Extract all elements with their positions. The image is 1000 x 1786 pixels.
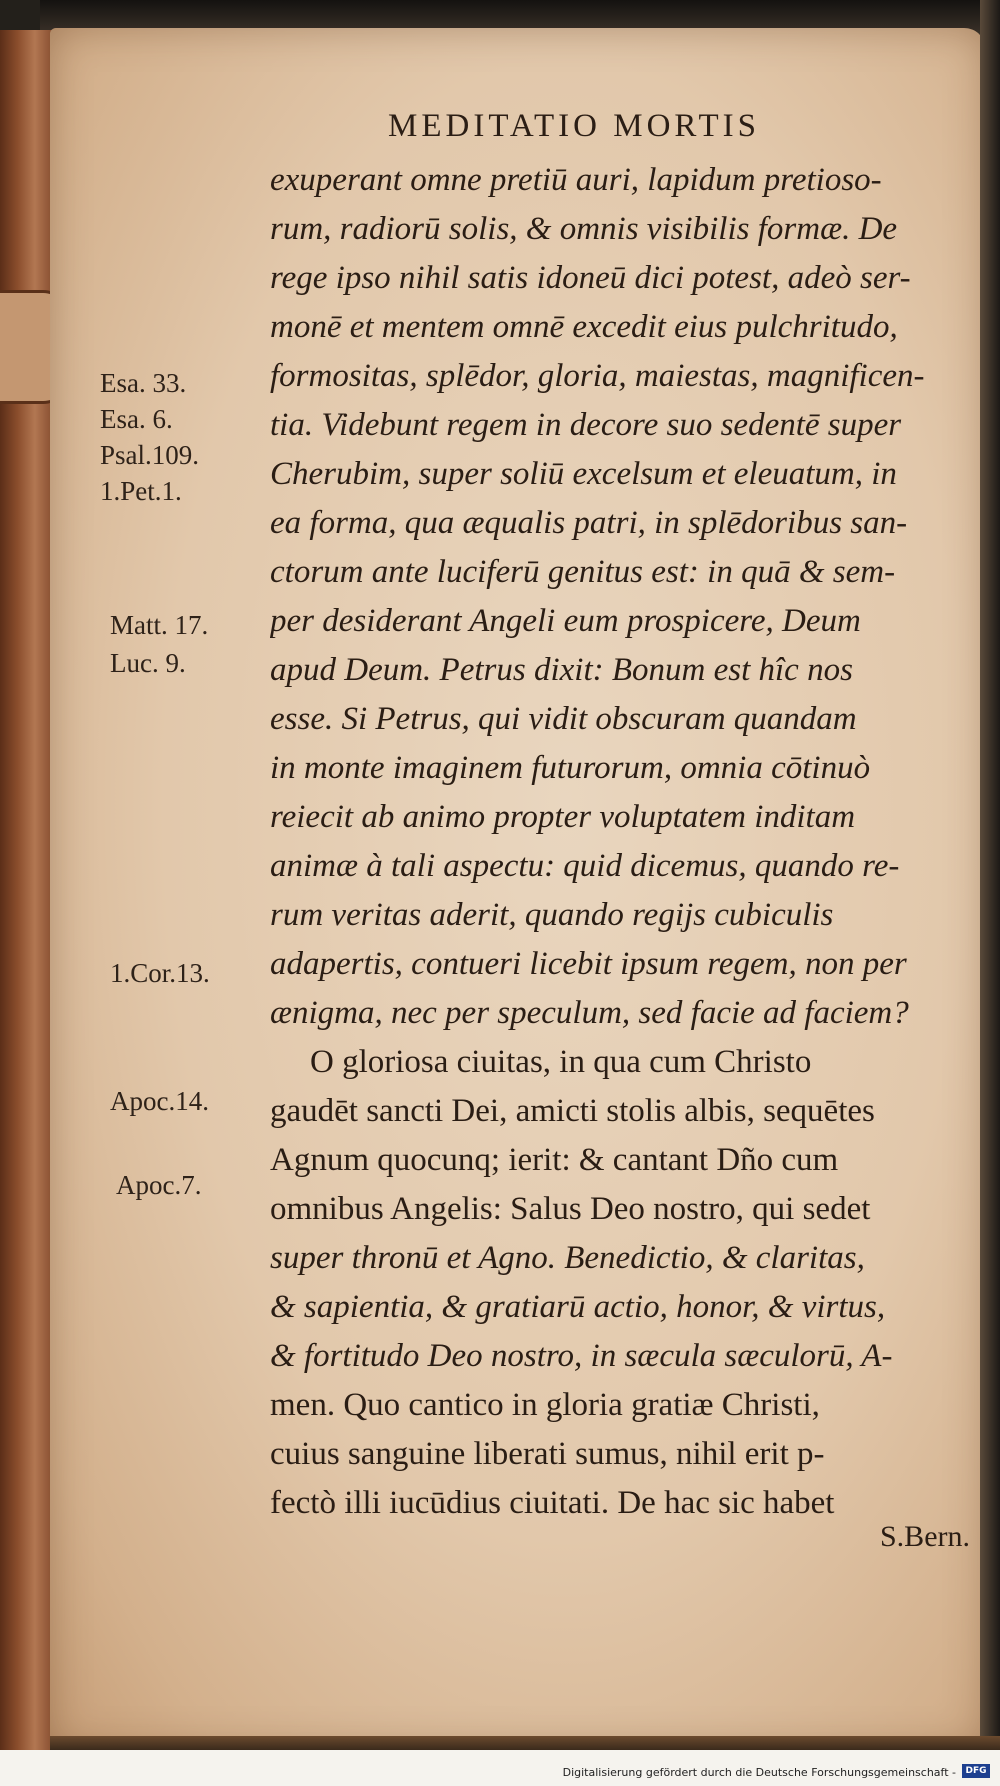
- body-line: omnibus Angelis: Salus Deo nostro, qui sedet: [270, 1191, 871, 1227]
- body-line: rum veritas aderit, quando regijs cubiculis: [270, 897, 834, 933]
- body-line: rege ipso nihil satis idoneū dici potest, adeò ser-: [270, 260, 911, 296]
- body-line: ænigma, nec per speculum, sed facie ad faciem?: [270, 995, 909, 1031]
- body-line: monē et mentem omnē excedit eius pulchritudo,: [270, 309, 898, 345]
- body-line: rum, radiorū solis, & omnis visibilis formæ. De: [270, 211, 898, 247]
- margin-note: Esa. 33.: [100, 368, 187, 398]
- body-line: cuius sanguine liberati sumus, nihil erit p-: [270, 1436, 825, 1472]
- body-line: & fortitudo Deo nostro, in sæcula sæculorū, A-: [270, 1338, 893, 1374]
- body-line: in monte imaginem futurorum, omnia cōtinuò: [270, 750, 871, 786]
- margin-note: Luc. 9.: [110, 648, 186, 678]
- body-line: ctorum ante luciferū genitus est: in quā & sem-: [270, 554, 896, 590]
- body-line: ea forma, qua æqualis patri, in splēdoribus san-: [270, 505, 908, 541]
- body-line: esse. Si Petrus, qui vidit obscuram quandam: [270, 701, 857, 737]
- body-line: gaudēt sancti Dei, amicti stolis albis, sequētes: [270, 1093, 875, 1129]
- dfg-logo: DFG: [962, 1764, 990, 1778]
- body-line: super thronū et Agno. Benedictio, & claritas,: [270, 1240, 865, 1276]
- funding-credit: Digitalisierung gefördert durch die Deutsche Forschungsgemeinschaft -: [562, 1766, 956, 1779]
- margin-note: Esa. 6.: [100, 404, 173, 434]
- body-line: Agnum quocunq; ierit: & cantant Dño cum: [270, 1142, 839, 1178]
- body-line: animæ à tali aspectu: quid dicemus, quando re-: [270, 848, 900, 884]
- body-line: O gloriosa ciuitas, in qua cum Christo: [310, 1044, 812, 1080]
- body-line: apud Deum. Petrus dixit: Bonum est hîc nos: [270, 652, 853, 688]
- margin-note: 1.Cor.13.: [110, 958, 210, 988]
- running-title: MEDITATIO MORTIS: [388, 108, 760, 144]
- body-line: per desiderant Angeli eum prospicere, Deum: [270, 603, 861, 639]
- margin-note: Apoc.7.: [116, 1170, 202, 1200]
- body-line: tia. Videbunt regem in decore suo sedentē super: [270, 407, 902, 443]
- body-line: fectò illi iucūdius ciuitati. De hac sic habet: [270, 1485, 835, 1521]
- margin-note: 1.Pet.1.: [100, 476, 182, 506]
- catchword: S.Bern.: [880, 1520, 970, 1553]
- body-line: formositas, splēdor, gloria, maiestas, magnificen-: [270, 358, 925, 394]
- margin-note: Psal.109.: [100, 440, 200, 470]
- body-line: adapertis, contueri licebit ipsum regem, non per: [270, 946, 907, 982]
- body-line: exuperant omne pretiū auri, lapidum pretioso-: [270, 162, 882, 198]
- margin-note: Matt. 17.: [110, 610, 209, 640]
- body-line: men. Quo cantico in gloria gratiæ Christi,: [270, 1387, 820, 1423]
- margin-note: Apoc.14.: [110, 1086, 209, 1116]
- body-line: Cherubim, super soliū excelsum et eleuatum, in: [270, 456, 897, 492]
- body-line: reiecit ab animo propter voluptatem inditam: [270, 799, 856, 835]
- book-bottom-edge: [50, 1736, 1000, 1750]
- body-line: & sapientia, & gratiarū actio, honor, & virtus,: [270, 1289, 886, 1325]
